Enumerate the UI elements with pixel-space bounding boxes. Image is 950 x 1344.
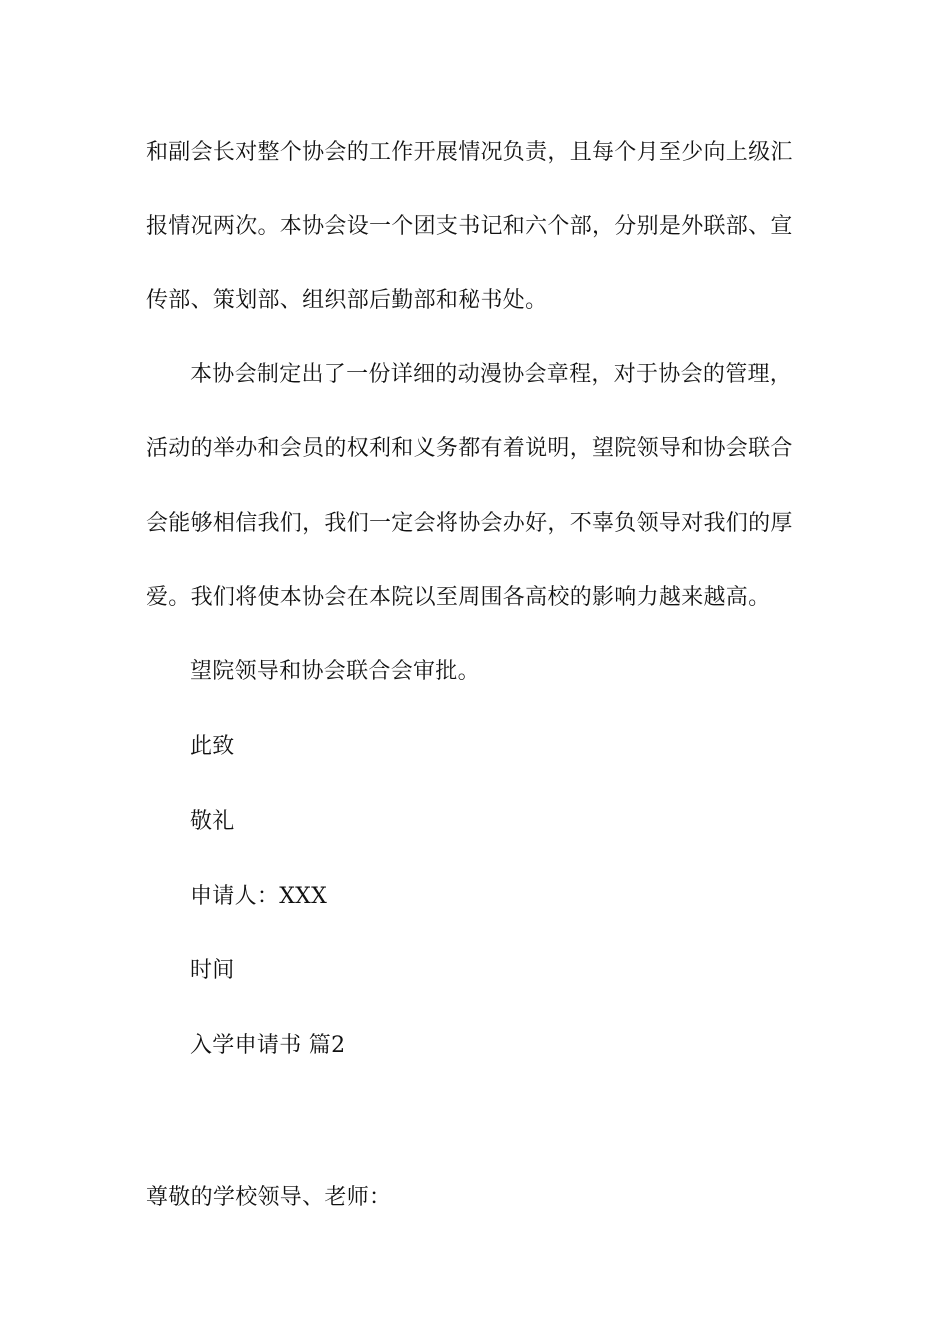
section-heading: 入学申请书 篇2 (190, 1033, 346, 1058)
paragraph-1-line-1: 和副会长对整个协会的工作开展情况负责，且每个月至少向上级汇 (146, 140, 793, 165)
salutation: 尊敬的学校领导、老师： (146, 1185, 392, 1210)
paragraph-2-line-1: 本协会制定出了一份详细的动漫协会章程，对于协会的管理， (190, 362, 793, 387)
approval-request: 望院领导和协会联合会审批。 (190, 659, 480, 684)
paragraph-2-line-4: 爱。我们将使本协会在本院以至周围各高校的影响力越来越高。 (146, 585, 771, 610)
closing-phrase: 此致 (190, 734, 235, 759)
paragraph-1-line-3: 传部、策划部、组织部后勤部和秘书处。 (146, 288, 548, 313)
date-label: 时间 (190, 958, 235, 983)
salute-phrase: 敬礼 (190, 809, 235, 834)
paragraph-1-line-2: 报情况两次。本协会设一个团支书记和六个部，分别是外联部、宣 (146, 214, 793, 239)
paragraph-2-line-3: 会能够相信我们，我们一定会将协会办好，不辜负领导对我们的厚 (146, 511, 793, 536)
applicant-line: 申请人：XXX (190, 884, 328, 909)
paragraph-2-line-2: 活动的举办和会员的权利和义务都有着说明，望院领导和协会联合 (146, 436, 793, 461)
